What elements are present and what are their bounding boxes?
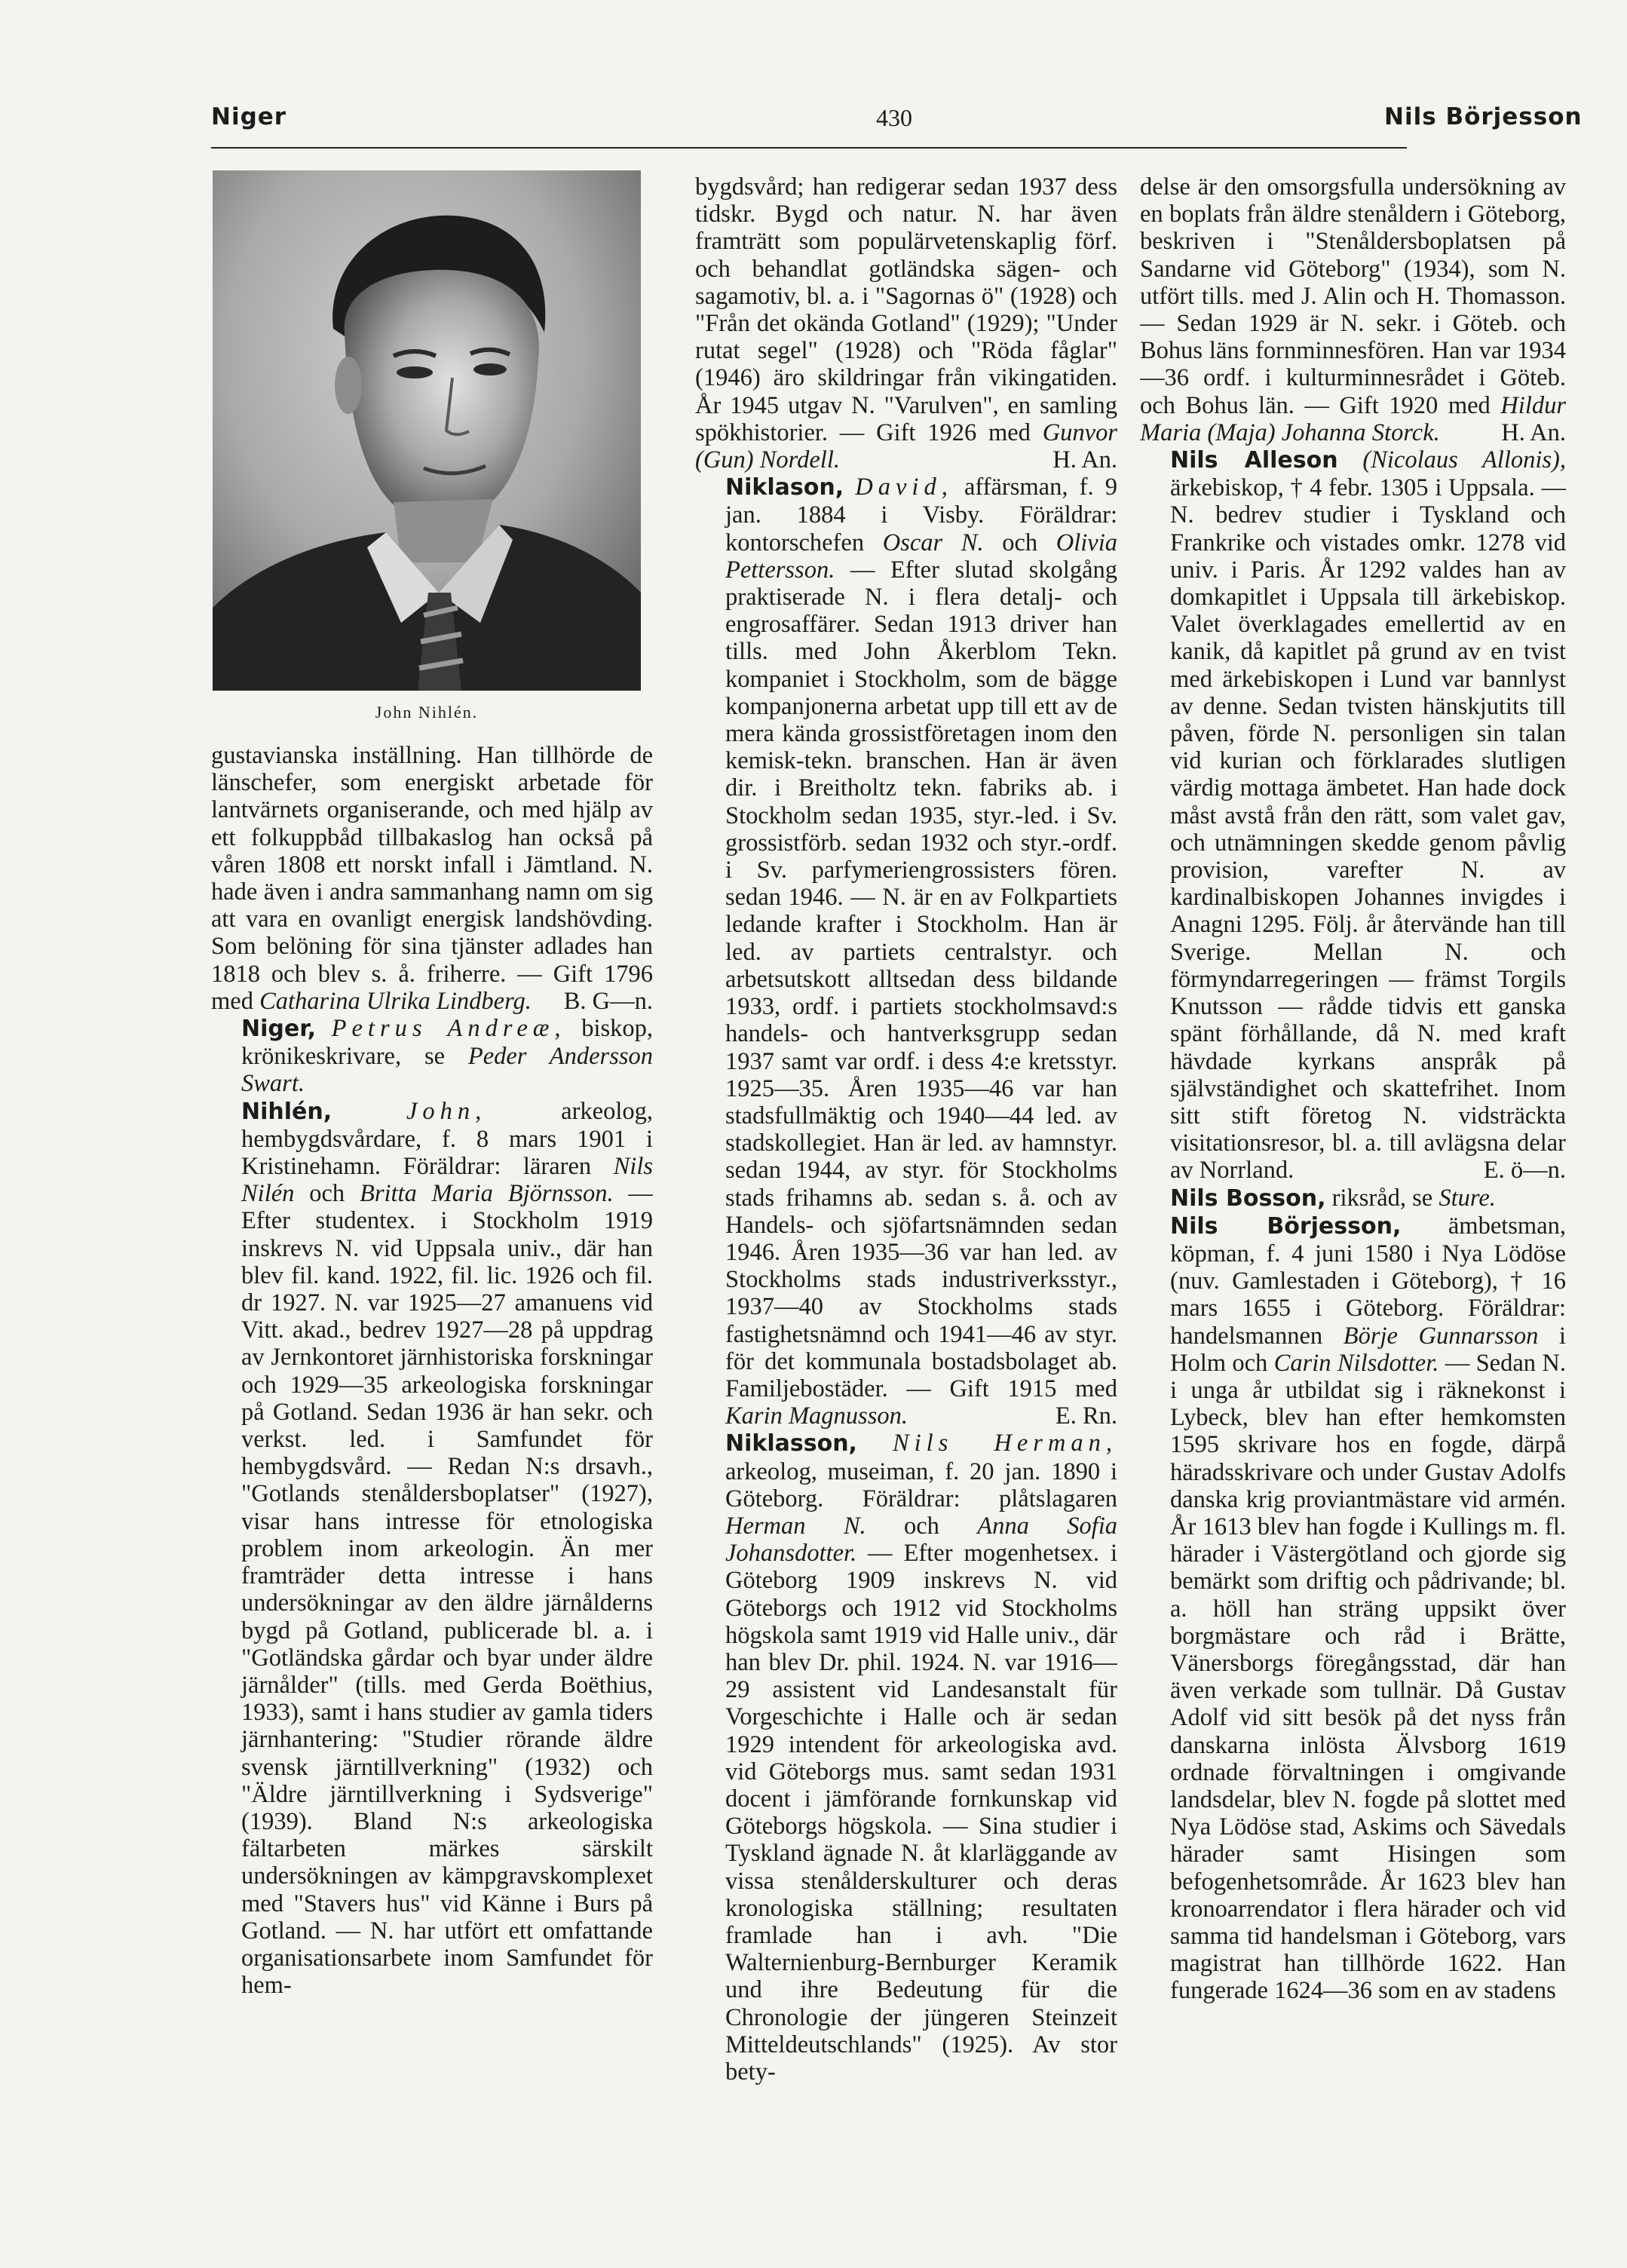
given-name: Petrus Andreæ, [331,1015,566,1043]
mother-name: Carin Nilsdotter. [1273,1349,1439,1377]
header-rule [211,147,1407,149]
entry-continuation: bygdsvård; han redigerar sedan 1937 dess tidskr. Bygd och natur. N. har även framträtt som populärvetenskaplig förf. och behandlat gotländska sägen- och sagamotiv, bl. a. i "Sagornas ö" (1928) och "Från det okända Gotland" (1929); "Under rutat segel" (1928) och "Röda fåglar" (1946) äro skildringar från vikingatiden. År 1945 utgav N. "Varulven", en samling spökhistorier. — Gift 1926 med Gunvor (Gun) Nordell. H. An. [695,173,1117,474]
mother-name: Britta Maria Björnsson. [360,1180,614,1208]
headword-nils-borjesson: Nils Börjesson, [1170,1212,1402,1240]
portrait-illustration [213,170,641,691]
cross-reference: Sture. [1439,1184,1496,1212]
photo-caption: John Nihlén. [375,703,479,722]
headword-nils-alleson: Nils Alleson [1170,447,1338,474]
father-name: Oscar N. [882,529,984,556]
running-head-left: Niger [211,103,287,130]
headword-nihlen: Nihlén, [241,1098,332,1125]
entry-nils-borjesson: Nils Börjesson, ämbetsman, köpman, f. 4 juni 1580 i Nya Lödöse (nuv. Gamlestaden i Göteborg), † 16 mars 1655 i Göteborg. Föräldrar: handelsmannen Börje Gunnarsson i Holm och Carin Nilsdotter. — Sedan N. i unga år utbildat sig i räknekonst i Lybeck, blev han efter hemkomsten 1595 skrivare hos en fogde, därpå häradsskrivare och under Gustav Adolfs danska krig proviantmästare vid armén. År 1613 blev han fogde i Kullings m. fl. härader i Västergötland och gjorde sig bemärkt som driftig och pådrivande; bl. a. höll han sträng uppsikt över borgmästare och råd i Brätte, Vänersborgs föregångsstad, där han även verkade som tullnär. Då Gustav Adolf vid sitt besök på det nyss från danskarna inlösta Älvsborg 1619 ordnade förvaltningen i omgivande landsdelar, blev N. fogde på slottet med Nya Lödöse stad, Askims och Sävedals härader samt Hisingen som befogenhetsområde. År 1623 blev han kronoarrendator i flera härader och vid samma tid handelsman i Göteborg, vars magistrat han tillhörde 1622. Han fungerade 1624—36 som en av stadens [1170,1212,1566,2005]
entry-nils-bosson: Nils Bosson, riksråd, se Sture. [1170,1184,1496,1212]
entry-niger: Niger, Petrus Andreæ, biskop, krönikeskrivare, se Peder Andersson Swart. [241,1015,653,1098]
entry-niklason: Niklason, David, affärsman, f. 9 jan. 1884 i Visby. Föräldrar: kontorschefen Oscar N. och Olivia Pettersson. — Efter slutad skolgång praktiserade N. i flera detalj- och engrosaffärer. Sedan 1913 driver han tills. med John Åkerblom Tekn. kompaniet i Stockholm, som de bägge kompanjonerna arbetat upp till ett av de mera kända grossistföretagen inom den kemisk-tekn. branschen. Han är även dir. i Breitholtz tekn. fabriks ab. i Stockholm sedan 1935, styr.-led. i Sv. grossistförb. sedan 1932 och styr.-ordf. i Sv. parfymeriengrossisters fören. sedan 1946. — N. är en av Folkpartiets ledande krafter i Stockholm. Han är led. av partiets centralstyr. och arbetsutskott alltsedan dess bildande 1933, ordf. i partiets stockholmsavd:s handels- och hantverksgrupp sedan 1937 samt var ordf. i dess 4:e kretsstyr. 1925—35. Åren 1935—46 var han stadsfullmäktig och 1940—44 led. av stadskollegiet. Han är led. av hamnstyr. sedan 1944, av styr. för Stockholms stads frihamns ab. sedan s. å. och av Handels- och sjöfartsnämnden sedan 1946. Åren 1935—36 var han led. av Stockholms stads industriverksstyr., 1937—40 av Stockholms stads fastighetsnämnd och 1941—46 av styr. för det kommunala bostadsbolaget ab. Familjebostäder. — Gift 1915 med Karin Magnusson. E. Rn. [725,474,1117,1430]
spouse-name: Catharina Ulrika Lindberg. [259,987,532,1015]
portrait-photo [213,170,641,691]
headword-niger: Niger, [241,1016,316,1043]
headword-niklasson: Niklasson, [725,1430,857,1457]
author-signature: E. ö—n. [1483,1157,1566,1185]
column-1 [211,742,653,2099]
father-name: Nils Nilén [241,1153,653,1208]
father-name: Börje Gunnarsson [1343,1322,1539,1350]
entry-nihlen: Nihlén, John, arkeolog, hembygdsvårdare, f. 8 mars 1901 i Kristinehamn. Föräldrar: läraren Nils Nilén och Britta Maria Björnsson. — Efter studentex. i Stockholm 1919 inskrevs N. vid Uppsala univ., där han blev fil. kand. 1922, fil. lic. 1926 och fil. dr 1927. N. var 1925—27 amanuens vid Vitt. akad., bedrev 1927—28 på uppdrag av Jernkontoret järnhistoriska forskningar och 1929—35 arkeologiska forskningar på Gotland. Sedan 1936 är han sekr. och verkst. led. i Samfundet för hembygdsvård. — Redan N:s drsavh., "Gotlands stenåldersboplatser" (1927), visar hans intresse för etnologiska problem inom arkeologin. Än mer framträder detta intresse i hans undersökningar av den äldre järnålderns bygd på Gotland, publicerade bl. a. i "Gotländska gårdar och byar under äldre järnålder" (tills. med Gerda Boëthius, 1933), samt i hans studier av gamla tiders järnhantering: "Studier rörande äldre svensk järntillverkning" (1932) och "Äldre järntillverkning i Sydsverige" (1939). Bland N:s arkeologiska fältarbeten märkes särskilt undersökningen av kämpgravskomplexet med "Stavers hus" vid Känne i Burs på Gotland. — N. har utfört ett omfattande organisationsarbete inom Samfundet för hem- [241,1097,653,2000]
cross-reference: Peder Andersson Swart. [241,1043,653,1098]
given-name: David, [855,474,953,501]
headword-nils-bosson: Nils Bosson, [1170,1185,1326,1212]
spouse-name: Gunvor (Gun) Nordell. [695,418,1117,474]
column-2 [695,173,1117,2089]
latin-name: (Nicolaus Allonis), [1362,446,1566,474]
given-name: John, [406,1097,487,1125]
entry-nils-alleson: Nils Alleson (Nicolaus Allonis), ärkebiskop, † 4 febr. 1305 i Uppsala. — N. bedrev studier i Tyskland och Frankrike och vistades omkr. 1278 vid univ. i Paris. År 1292 valdes han av domkapitlet i Uppsala till ärkebiskop. Valet överklagades emellertid av en kanik, då kapitlet på grund av en tvist med ärkebiskopen i Lund var bannlyst av denne. Sedan tvisten hänskjutits till påven, förde N. personligen sin talan vid kurian och förklarades slutligen värdig mottaga ämbetet. Han hade dock måst avstå från den rätt, som valet gav, och utnämningen skedde genom påvlig provision, varefter N. av kardinalbiskopen Johannes invigdes i Anagni 1295. Följ. år återvände han till Sverige. Mellan N. och förmyndarregeringen — främst Torgils Knutsson — rådde tidvis ett ganska spänt förhållande, då N. med kraft hävdade kyrkans anspråk på självständighet och skattefrihet. Inom sitt stift företog N. vidsträckta visitationsresor, bl. a. till avlägsna delar av Norrland. E. ö—n. [1170,446,1566,1185]
entry-niklasson: Niklasson, Nils Herman, arkeolog, museiman, f. 20 jan. 1890 i Göteborg. Föräldrar: plåtslagaren Herman N. och Anna Sofia Johansdotter. — Efter mogenhetsex. i Göteborg 1909 inskrevs N. vid Göteborgs och 1912 vid Stockholms högskola samt 1919 vid Halle univ., där han blev Dr. phil. 1924. N. var 1916—29 assistent vid Landesanstalt für Vorgeschichte i Halle och är sedan 1929 intendent för arkeologiska avd. vid Göteborgs mus. samt sedan 1931 docent i jämförande fornkunskap vid Göteborgs högskola. — Sina studier i Tyskland ägnade N. åt klarläggande av vissa stenålderskulturer och deras kronologiska ställning; resultaten framlade han i avh. "Die Walternienburg-Bernburger Keramik und ihre Bedeutung für die Chronologie der jüngeren Steinzeit Mitteldeutschlands" (1925). Av stor bety- [725,1430,1117,2086]
father-name: Herman N. [725,1512,866,1540]
spouse-name: Karin Magnusson. [725,1402,908,1430]
entry-continuation: delse är den omsorgsfulla undersökning av en boplats från äldre stenåldern i Göteborg, beskriven i "Stenåldersboplatsen på Sandarne vid Göteborg" (1934), som N. utfört tills. med J. Alin och H. Thomasson. — Sedan 1929 är N. sekr. i Göteb. och Bohus läns fornminnesfören. Han var 1934—36 ordf. i kulturminnesrådet i Göteb. och Bohus län. — Gift 1920 med Hildur Maria (Maja) Johanna Storck. H. An. [1140,173,1566,446]
headword-niklason: Niklason, [725,474,844,501]
author-signature: H. An. [1501,418,1566,446]
column-3 [1140,173,1566,2089]
page-number: 430 [876,104,912,131]
running-head-right: Nils Börjesson [1384,103,1583,130]
author-signature: H. An. [1052,446,1117,474]
given-name: Nils Herman, [892,1430,1117,1457]
mother-name: Olivia Pettersson. [725,529,1117,584]
author-signature: E. Rn. [1055,1402,1117,1430]
spouse-name: Hildur Maria (Maja) Johanna Storck. [1140,391,1566,446]
entry-continuation: gustavianska inställning. Han tillhörde de länschefer, som energiskt arbetade för lantvärnets organiserande, och med hjälp av ett folkuppbåd tillbakaslog han också på våren 1808 ett norskt infall i Jämtland. N. hade även i andra sammanhang namn om sig att vara en ovanligt energisk landshövding. Som belöning för sina tjänster adlades han 1818 och blev s. å. friherre. — Gift 1796 med Catharina Ulrika Lindberg. B. G—n. [211,742,653,1015]
author-signature: B. G—n. [563,987,653,1015]
mother-name: Anna Sofia Johansdotter. [725,1512,1117,1568]
